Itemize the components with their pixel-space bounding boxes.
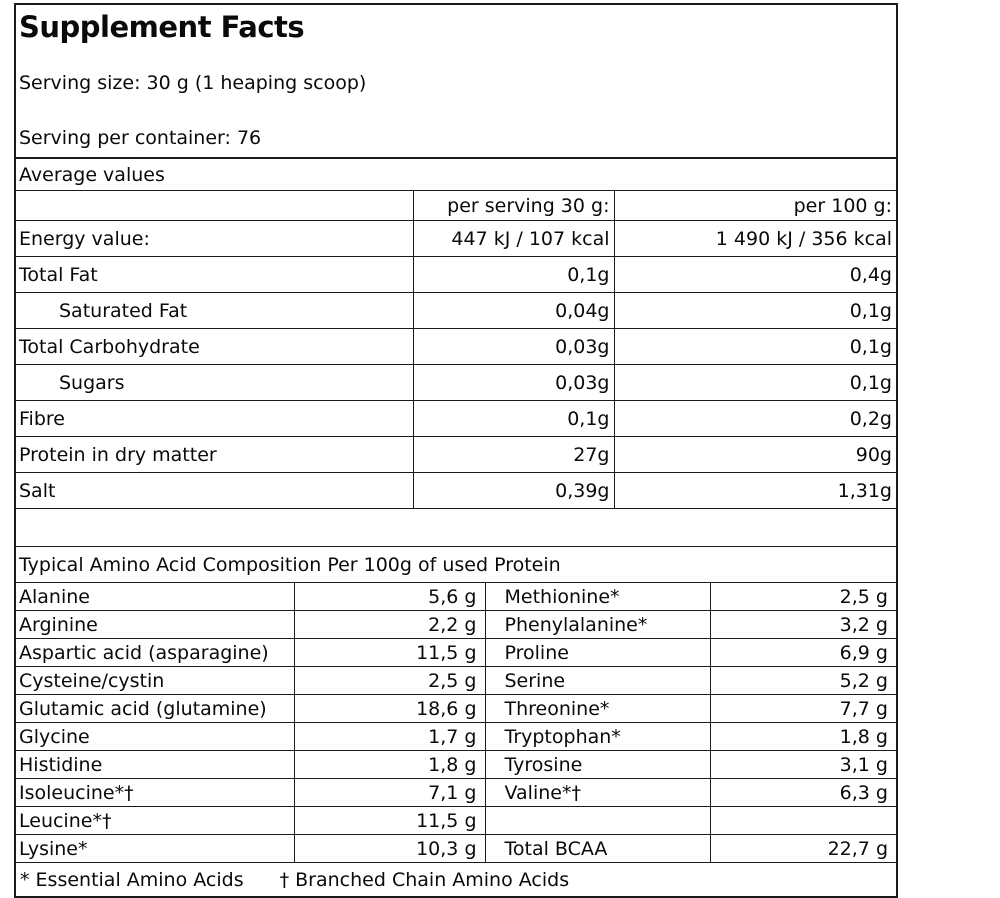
- amino-name-left: Arginine: [16, 611, 294, 639]
- amino-value-right: 2,5 g: [710, 583, 896, 611]
- nutrient-per-100g: 1 490 kJ / 356 kcal: [614, 221, 896, 257]
- table-row: [16, 695, 896, 723]
- amino-value-right: 6,9 g: [710, 639, 896, 667]
- table-row: [16, 437, 896, 473]
- nutrient-per-100g: 0,1g: [614, 329, 896, 365]
- table-row: [16, 639, 896, 667]
- amino-name-right: Valine*†: [485, 779, 710, 807]
- amino-name-left: Isoleucine*†: [16, 779, 294, 807]
- table-row: [16, 401, 896, 437]
- nutrient-name: Total Fat: [16, 257, 413, 293]
- nutrient-per-serving: 0,03g: [413, 365, 614, 401]
- amino-value-left: 11,5 g: [294, 639, 485, 667]
- amino-name-right: Threonine*: [485, 695, 710, 723]
- nutrition-header-row: [16, 191, 896, 221]
- amino-value-left: 7,1 g: [294, 779, 485, 807]
- serving-per-container-text: Serving per container: 76: [19, 127, 262, 149]
- amino-name-right: Phenylalanine*: [485, 611, 710, 639]
- amino-name-right: Serine: [485, 667, 710, 695]
- average-values-label: Average values: [19, 163, 165, 186]
- nutrient-name: Energy value:: [16, 221, 413, 257]
- amino-value-left: 10,3 g: [294, 835, 485, 863]
- nutrient-per-100g: 90g: [614, 437, 896, 473]
- nutrient-name: Fibre: [16, 401, 413, 437]
- nutrient-per-100g: 0,1g: [614, 293, 896, 329]
- amino-section-title: Typical Amino Acid Composition Per 100g of used Protein: [19, 553, 561, 576]
- amino-name-left: Leucine*†: [16, 807, 294, 835]
- footnote-essential: * Essential Amino Acids: [20, 868, 244, 891]
- amino-value-right: [710, 807, 896, 835]
- nutrient-name: Salt: [16, 473, 413, 509]
- amino-value-right: 3,1 g: [710, 751, 896, 779]
- nutrient-name: Saturated Fat: [16, 293, 413, 329]
- nutrient-per-100g: 1,31g: [614, 473, 896, 509]
- amino-value-right: 22,7 g: [710, 835, 896, 863]
- nutrient-per-serving: 447 kJ / 107 kcal: [413, 221, 614, 257]
- nutrient-per-100g: 0,2g: [614, 401, 896, 437]
- per-100g-header: per 100 g:: [614, 191, 896, 221]
- amino-name-right: Total BCAA: [485, 835, 710, 863]
- amino-name-left: Histidine: [16, 751, 294, 779]
- nutrient-per-serving: 0,03g: [413, 329, 614, 365]
- nutrient-per-serving: 0,39g: [413, 473, 614, 509]
- table-row: [16, 779, 896, 807]
- amino-name-right: Methionine*: [485, 583, 710, 611]
- amino-value-right: 6,3 g: [710, 779, 896, 807]
- table-row: [16, 611, 896, 639]
- amino-value-right: 1,8 g: [710, 723, 896, 751]
- table-row: [16, 751, 896, 779]
- supplement-facts-label: [14, 3, 898, 898]
- table-row: [16, 365, 896, 401]
- label-header-block: [16, 5, 896, 157]
- table-row: [16, 583, 896, 611]
- table-row: [16, 329, 896, 365]
- amino-value-left: 1,7 g: [294, 723, 485, 751]
- amino-name-left: Aspartic acid (asparagine): [16, 639, 294, 667]
- amino-value-left: 5,6 g: [294, 583, 485, 611]
- table-row: [16, 221, 896, 257]
- nutrient-per-serving: 0,1g: [413, 257, 614, 293]
- footnotes-row: [16, 863, 896, 896]
- amino-value-right: 5,2 g: [710, 667, 896, 695]
- nutrient-per-serving: 0,04g: [413, 293, 614, 329]
- amino-name-right: [485, 807, 710, 835]
- amino-value-right: 7,7 g: [710, 695, 896, 723]
- table-row: [16, 257, 896, 293]
- amino-name-left: Glutamic acid (glutamine): [16, 695, 294, 723]
- amino-name-left: Lysine*: [16, 835, 294, 863]
- amino-name-left: Glycine: [16, 723, 294, 751]
- amino-name-right: Proline: [485, 639, 710, 667]
- nutrition-table: [16, 190, 896, 509]
- amino-name-right: Tryptophan*: [485, 723, 710, 751]
- section-spacer: [16, 509, 896, 546]
- footnote-bcaa: † Branched Chain Amino Acids: [279, 868, 570, 891]
- nutrient-per-100g: 0,1g: [614, 365, 896, 401]
- table-row: [16, 667, 896, 695]
- table-row: [16, 807, 896, 835]
- amino-value-left: 2,2 g: [294, 611, 485, 639]
- nutrient-name: Protein in dry matter: [16, 437, 413, 473]
- serving-size-text: Serving size: 30 g (1 heaping scoop): [19, 72, 367, 94]
- nutrient-name: Total Carbohydrate: [16, 329, 413, 365]
- amino-value-left: 11,5 g: [294, 807, 485, 835]
- amino-value-right: 3,2 g: [710, 611, 896, 639]
- nutrient-per-100g: 0,4g: [614, 257, 896, 293]
- amino-acid-table: [16, 582, 896, 863]
- amino-name-left: Cysteine/cystin: [16, 667, 294, 695]
- nutrient-per-serving: 27g: [413, 437, 614, 473]
- per-serving-header: per serving 30 g:: [413, 191, 614, 221]
- nutrition-header-empty-cell: [16, 191, 413, 221]
- amino-value-left: 18,6 g: [294, 695, 485, 723]
- table-row: [16, 835, 896, 863]
- nutrient-name: Sugars: [16, 365, 413, 401]
- nutrient-per-serving: 0,1g: [413, 401, 614, 437]
- amino-name-left: Alanine: [16, 583, 294, 611]
- table-row: [16, 293, 896, 329]
- label-title: Supplement Facts: [19, 10, 305, 44]
- amino-name-right: Tyrosine: [485, 751, 710, 779]
- amino-value-left: 1,8 g: [294, 751, 485, 779]
- average-values-row: [16, 157, 896, 190]
- amino-section-title-row: [16, 546, 896, 582]
- amino-value-left: 2,5 g: [294, 667, 485, 695]
- table-row: [16, 723, 896, 751]
- table-row: [16, 473, 896, 509]
